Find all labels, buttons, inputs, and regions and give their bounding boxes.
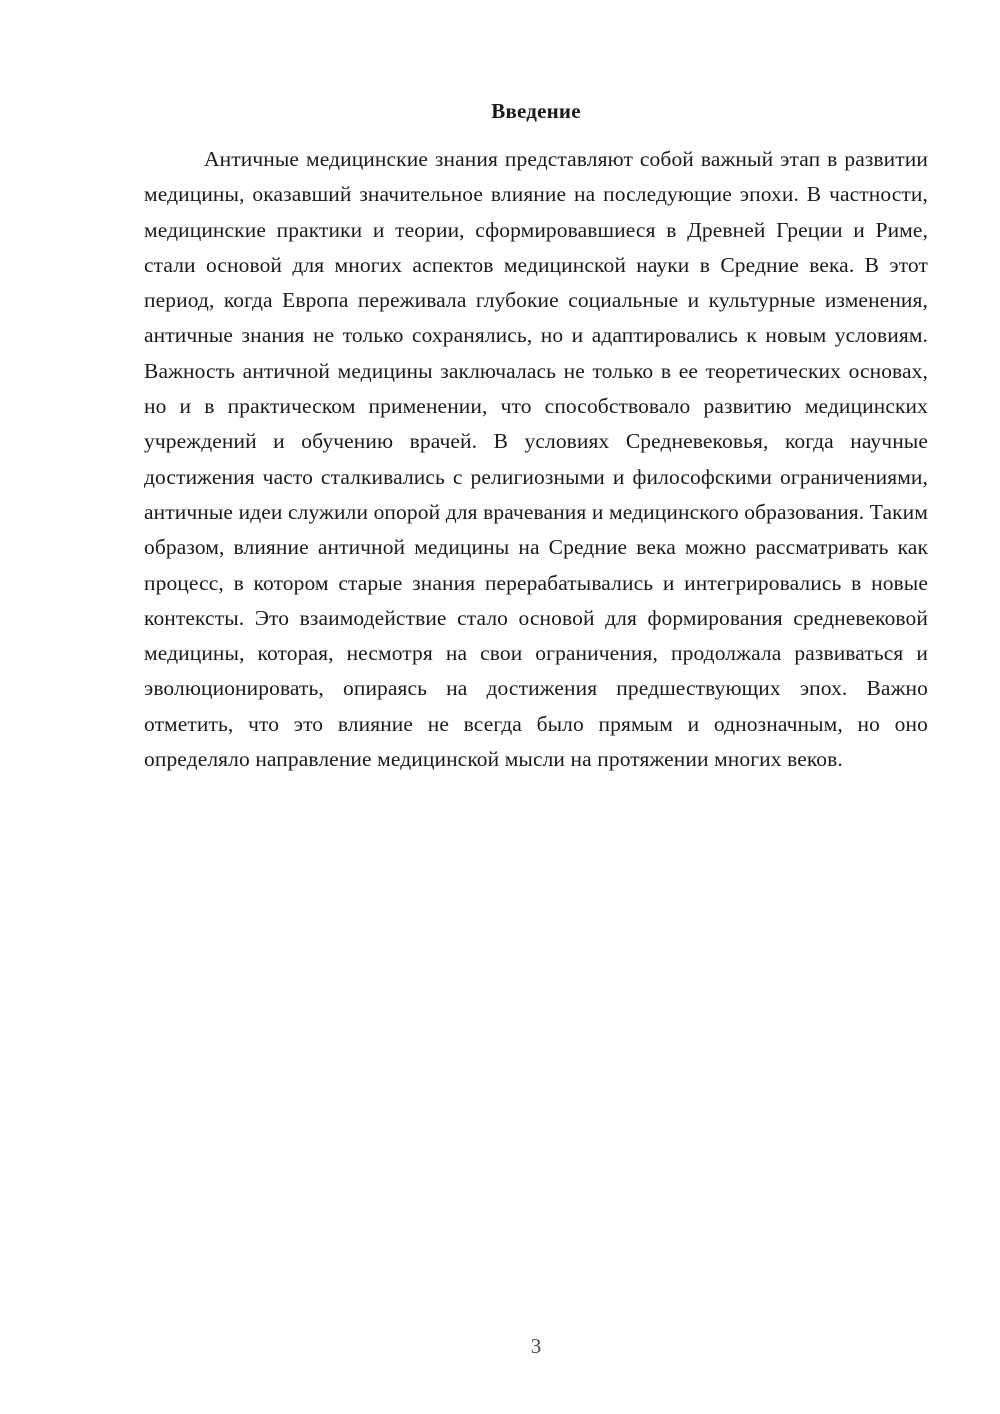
section-heading: Введение [491,99,581,123]
body-paragraph: Античные медицинские знания представляют собой важный этап в развитии медицины, оказавший значительное влияние на последующие эпохи. В частности, медицинские практики и теории, сформировавшиеся в Древней Греции и Риме, стали основой для многих аспектов медицинской науки в Средние века. В этот период, когда Европа переживала глубокие социальные и культурные изменения, античные знания не только сохранялись, но и адаптировались к новым условиям. Важность античной медицины заключалась не только в ее теоретических основах, но и в практическом применении, что способствовало развитию медицинских учреждений и обучению врачей. В условиях Средневековья, когда научные достижения часто сталкивались с религиозными и философскими ограничениями, античные идеи служили опорой для врачевания и медицинского образования. Таким образом, влияние античной медицины на Средние века можно рассматривать как процесс, в котором старые знания перерабатывались и интегрировались в новые контексты. Это взаимодействие стало основой для формирования средневековой медицины, которая, несмотря на свои ограничения, продолжала развиваться и эволюционировать, опираясь на достижения предшествующих эпох. Важно отметить, что это влияние не всегда было прямым и однозначным, но оно определяло направление медицинской мысли на протяжении многих веков. [144,147,928,772]
page-number: 3 [530,1334,542,1358]
